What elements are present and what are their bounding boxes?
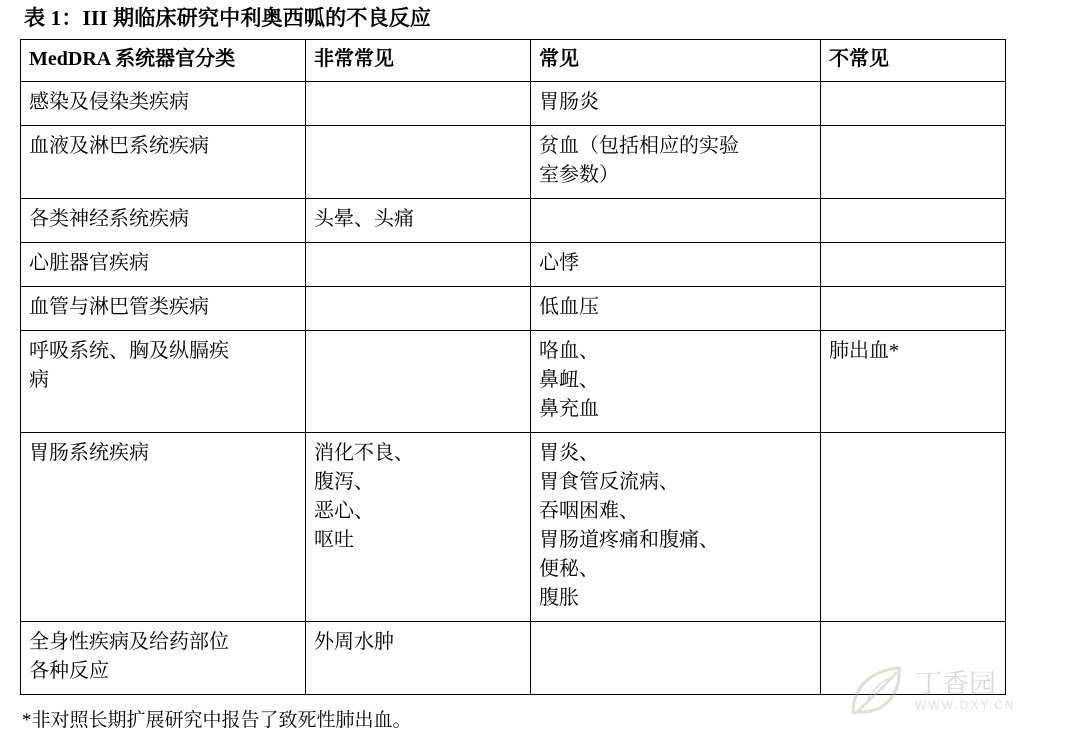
table-row (21, 199, 1006, 243)
cell-common (531, 243, 821, 287)
cell-line: 心脏器官疾病 (29, 252, 149, 275)
cell-uncommon (821, 82, 1006, 126)
cell-very-common (306, 622, 531, 695)
table-row (21, 331, 1006, 433)
cell-very-common (306, 243, 531, 287)
cell-common (531, 331, 821, 433)
cell-uncommon (821, 622, 1006, 695)
cell-line: 胃肠炎 (539, 91, 599, 114)
cell-line: 咯血、 (539, 340, 599, 363)
cell-line: 全身性疾病及给药部位 (29, 631, 229, 654)
cell-line: 消化不良、 (314, 442, 414, 465)
table-row (21, 82, 1006, 126)
cell-line: 胃肠系统疾病 (29, 442, 149, 465)
cell-soc (21, 287, 306, 331)
cell-uncommon (821, 287, 1006, 331)
cell-line: 便秘、 (539, 558, 599, 581)
cell-soc (21, 199, 306, 243)
cell-common (531, 199, 821, 243)
cell-line: 呕吐 (314, 529, 354, 552)
cell-line: 贫血（包括相应的实验 (539, 135, 739, 158)
cell-very-common (306, 287, 531, 331)
cell-very-common (306, 82, 531, 126)
cell-line: 头晕、头痛 (314, 208, 414, 231)
cell-line: 胃食管反流病、 (539, 471, 679, 494)
table-row (21, 243, 1006, 287)
cell-soc (21, 433, 306, 622)
cell-line: 恶心、 (314, 500, 374, 523)
cell-line: 血液及淋巴系统疾病 (29, 135, 209, 158)
cell-line: 呼吸系统、胸及纵膈疾 (29, 340, 229, 363)
cell-line: 腹泻、 (314, 471, 374, 494)
table-row (21, 622, 1006, 695)
cell-very-common (306, 126, 531, 199)
cell-line: 病 (29, 369, 49, 392)
table-row (21, 433, 1006, 622)
cell-line: 胃炎、 (539, 442, 599, 465)
watermark-domain: WWW.DXY.CN (915, 698, 1016, 712)
cell-line: 血管与淋巴管类疾病 (29, 296, 209, 319)
cell-line: 室参数） (539, 164, 619, 187)
column-header-very-common: 非常常见 (306, 40, 531, 82)
column-header-uncommon: 不常见 (821, 40, 1006, 82)
cell-very-common (306, 199, 531, 243)
cell-uncommon (821, 243, 1006, 287)
cell-uncommon (821, 331, 1006, 433)
cell-line: 腹胀 (539, 587, 579, 610)
cell-common (531, 82, 821, 126)
watermark-name: 丁香园 (915, 669, 996, 699)
cell-soc (21, 622, 306, 695)
cell-line: 胃肠道疼痛和腹痛、 (539, 529, 719, 552)
cell-line: 感染及侵染类疾病 (29, 91, 189, 114)
cell-line: 低血压 (539, 296, 599, 319)
adverse-reactions-table (20, 39, 1006, 695)
column-header-soc: MedDRA 系统器官分类 (21, 40, 306, 82)
cell-very-common (306, 433, 531, 622)
cell-line: 鼻衄、 (539, 369, 599, 392)
cell-uncommon (821, 199, 1006, 243)
table-row (21, 126, 1006, 199)
table-row (21, 287, 1006, 331)
cell-line: 肺出血* (829, 340, 899, 363)
cell-soc (21, 126, 306, 199)
cell-line: 各种反应 (29, 660, 109, 683)
table-header-row (21, 40, 1006, 82)
cell-uncommon (821, 126, 1006, 199)
cell-uncommon (821, 433, 1006, 622)
cell-soc (21, 82, 306, 126)
cell-common (531, 622, 821, 695)
table-caption: 表 1：III 期临床研究中利奥西呱的不良反应 (24, 6, 432, 30)
cell-common (531, 433, 821, 622)
table-footnote: *非对照长期扩展研究中报告了致死性肺出血。 (22, 710, 412, 732)
cell-soc (21, 243, 306, 287)
cell-line: 外周水肿 (314, 631, 394, 654)
column-header-common: 常见 (531, 40, 821, 82)
cell-very-common (306, 331, 531, 433)
cell-common (531, 126, 821, 199)
cell-line: 心悸 (539, 252, 579, 275)
cell-common (531, 287, 821, 331)
cell-line: 吞咽困难、 (539, 500, 639, 523)
cell-soc (21, 331, 306, 433)
cell-line: 各类神经系统疾病 (29, 208, 189, 231)
cell-line: 鼻充血 (539, 398, 599, 421)
